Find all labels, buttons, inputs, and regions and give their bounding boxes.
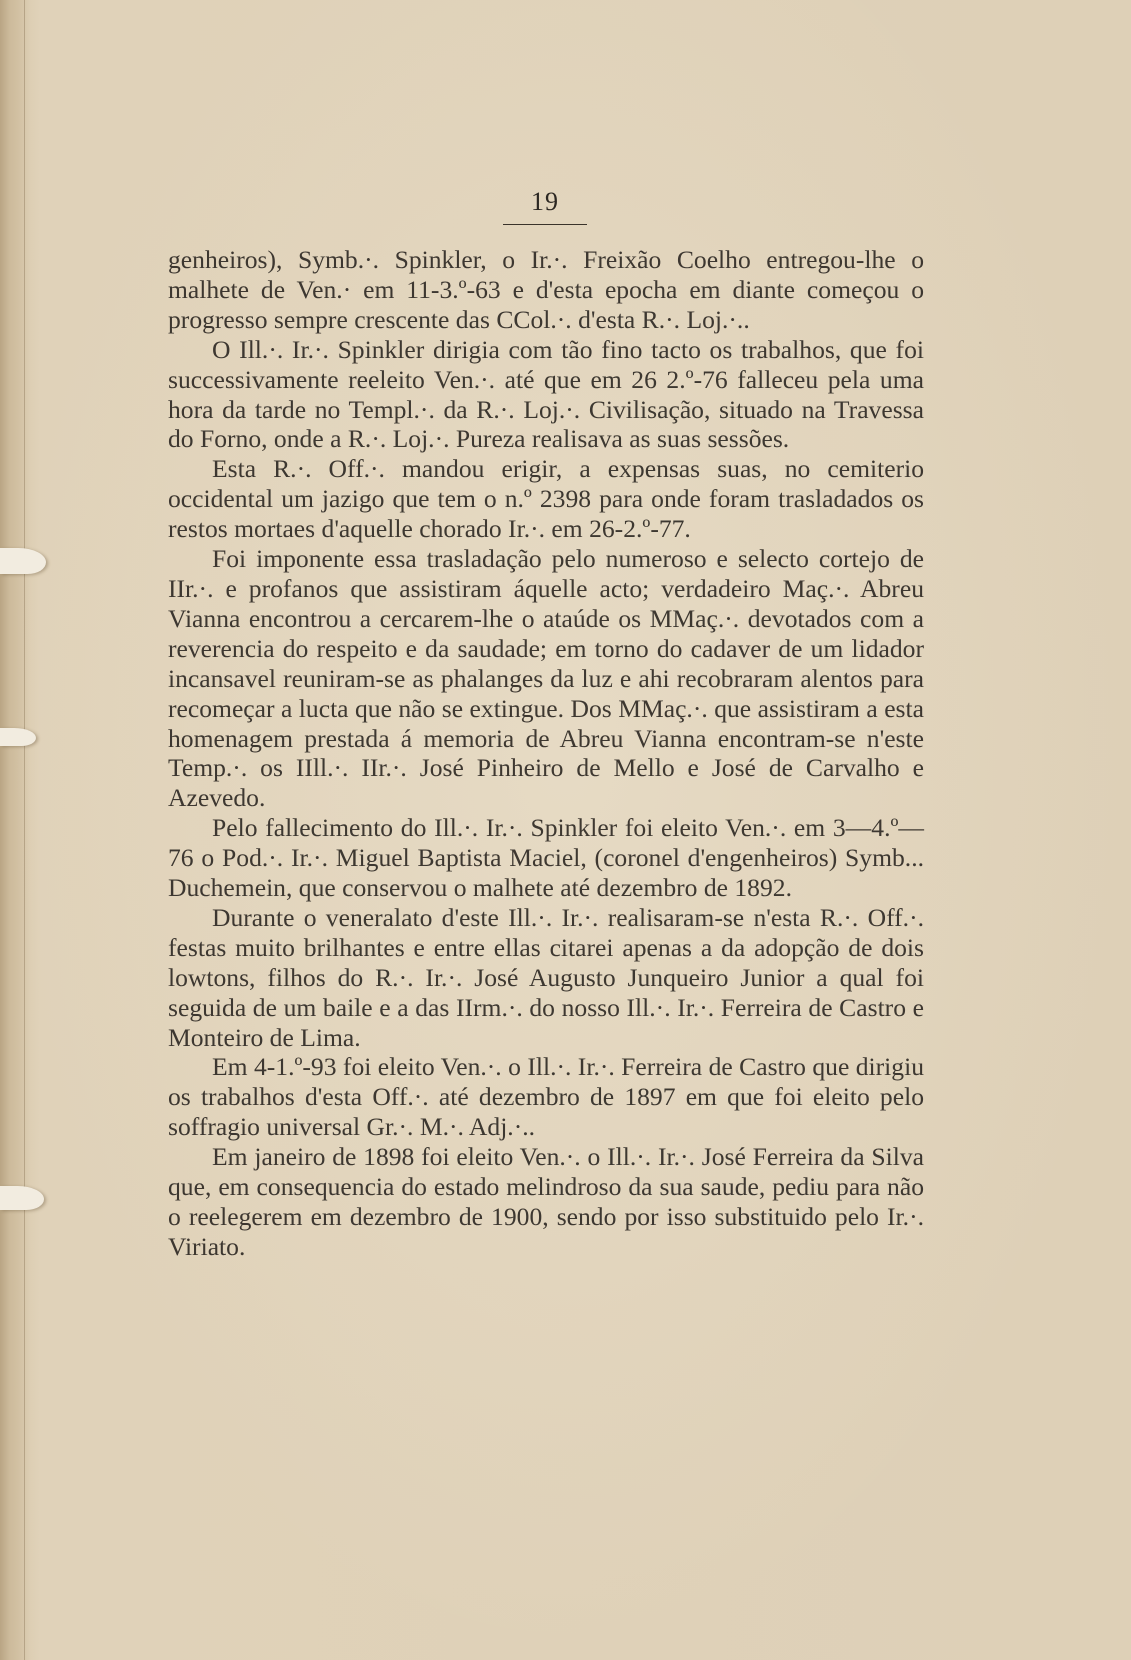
paper-tear [0, 728, 36, 746]
paper-tear [0, 548, 46, 574]
page-binding-edge [0, 0, 30, 1660]
paragraph: Pelo fallecimento do Ill.·. Ir.·. Spinkler foi eleito Ven.·. em 3—4.º—76 o Pod.·. Ir.·. Miguel Baptista Maciel, (coronel d'engenheiros) Symb... Duchemein, que conservou o malhete até dezembro de 1892. [168, 813, 924, 903]
paragraph: Durante o veneralato d'este Ill.·. Ir.·. realisaram-se n'esta R.·. Off.·. festas muito brilhantes e entre ellas citarei apenas a da adopção de dois lowtons, filhos do R.·. Ir.·. José Augusto Junqueiro Junior a qual foi seguida de um baile e a das IIrm.·. do nosso Ill.·. Ir.·. Ferreira de Castro e Monteiro de Lima. [168, 902, 924, 1052]
paragraph: Em janeiro de 1898 foi eleito Ven.·. o Ill.·. Ir.·. José Ferreira da Silva que, em consequencia do estado melindroso da sua saude, pediu para não o reelegerem em dezembro de 1900, sendo por isso substituido pelo Ir.·. Viriato. [168, 1142, 924, 1261]
paragraph: genheiros), Symb.·. Spinkler, o Ir.·. Freixão Coelho entregou-lhe o malhete de Ven.· em 11-3.º-63 e d'esta epocha em diante começou o progresso sempre crescente das CCol.·. d'esta R.·. Loj.·.. [168, 245, 924, 334]
paragraph: Em 4-1.º-93 foi eleito Ven.·. o Ill.·. Ir.·. Ferreira de Castro que dirigiu os trabalhos d'esta Off.·. até dezembro de 1897 em que foi eleito pelo soffragio universal Gr.·. M.·. Adj.·.. [168, 1052, 924, 1142]
page-number: 19 [531, 187, 559, 216]
paragraph: Foi imponente essa trasladação pelo numeroso e selecto cortejo de IIr.·. e profanos que assistiram áquelle acto; verdadeiro Maç.·. Abreu Vianna encontrou a cercarem-lhe o ataúde os MMaç.·. devotados com a reverencia do respeito e da saudade; em torno do cadaver de um lidador incansavel reuniram-se as phalanges da luz e ahi recobraram alentos para recomeçar a lucta que não se extingue. Dos MMaç.·. que assistiram a esta homenagem prestada á memoria de Abreu Vianna encontram-se n'este Temp.·. os IIll.·. IIr.·. José Pinheiro de Mello e José de Carvalho e Azevedo. [168, 544, 924, 813]
binding-fold-line [24, 0, 25, 1660]
paper-tear [0, 1186, 44, 1210]
paragraph: O Ill.·. Ir.·. Spinkler dirigia com tão fino tacto os trabalhos, que foi successivamente reeleito Ven.·. até que em 26 2.º-76 falleceu pela uma hora da tarde no Templ.·. da R.·. Loj.·. Civilisação, situado na Travessa do Forno, onde a R.·. Loj.·. Pureza realisava as suas sessões. [168, 334, 924, 454]
body-text [168, 245, 924, 1262]
page-number-rule [503, 224, 587, 225]
paragraph: Esta R.·. Off.·. mandou erigir, a expensas suas, no cemiterio occidental um jazigo que tem o n.º 2398 para onde foram trasladados os restos mortaes d'aquelle chorado Ir.·. em 26-2.º-77. [168, 454, 924, 544]
